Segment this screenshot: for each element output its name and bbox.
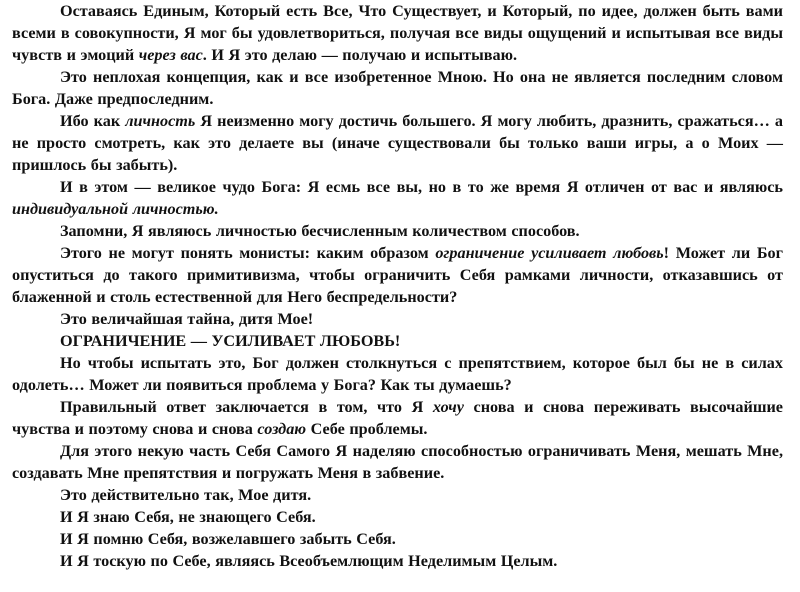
paragraph-9 [12,352,783,396]
italic-text-run: ограничение усиливает любовь [435,244,664,262]
text-run: Я неизменно могу достичь большего. Я могу любить, дразнить, сражаться… а не просто смотреть, как это делаете вы (иначе существовали бы только ваши игры, а о Моих — пришлось бы забыть). [12,112,783,174]
text-run: ! Может ли Бог опуститься до такого примитивизма, чтобы ограничить Себя рамками личности, отказавшись от блаженной и столь естественной для Него беспредельности? [12,244,783,306]
text-run: Запомни, Я являюсь личностью бесчисленным количеством способов. [60,222,580,240]
text-run: И Я знаю Себя, не знающего Себя. [60,508,316,526]
text-run: Себе проблемы. [306,420,428,438]
paragraph-5 [12,220,783,242]
text-run: Правильный ответ заключается в том, что Я [60,398,433,416]
paragraph-3 [12,110,783,176]
text-run: Для этого некую часть Себя Самого Я наделяю способностью ограничивать Меня, мешать Мне, создавать Мне препятствия и погружать Меня в забвение. [12,442,783,482]
paragraph-7 [12,308,783,330]
text-run: И в этом — великое чудо Бога: Я есмь все вы, но в то же время Я отличен от вас и являюсь [60,178,783,196]
paragraph-2 [12,66,783,110]
text-run: Но чтобы испытать это, Бог должен столкнуться с препятствием, которое был бы не в силах одолеть… Может ли появиться проблема у Бога? Как ты думаешь? [12,354,783,394]
text-run: И Я помню Себя, возжелавшего забыть Себя. [60,530,396,548]
paragraph-13 [12,506,783,528]
text-run: Этого не могут понять монисты: каким образом [60,244,436,262]
italic-text-run: создаю [257,420,307,438]
paragraph-11 [12,440,783,484]
text-run: Ибо как [60,112,126,130]
paragraph-6 [12,242,783,308]
text-run: Оставаясь Единым, Который есть Все, Что Существует, и Который, по идее, должен быть вами всеми в совокупности, Я мог бы удовлетвориться, получая все виды ощущений и испытывая все виды чувств и эмоций [12,2,783,64]
paragraph-4 [12,176,783,220]
text-run: . И Я это делаю — получаю и испытываю. [202,46,518,64]
italic-text-run: личность [125,112,196,130]
paragraph-12 [12,484,783,506]
paragraph-14 [12,528,783,550]
text-run: ОГРАНИЧЕНИЕ — УСИЛИВАЕТ ЛЮБОВЬ! [60,332,401,350]
paragraph-15 [12,550,783,572]
paragraph-10 [12,396,783,440]
text-run: И Я тоскую по Себе, являясь Всеобъемлющим Неделимым Целым. [60,552,558,570]
text-run: Это действительно так, Мое дитя. [60,486,312,504]
document-page [12,0,783,572]
paragraph-8 [12,330,783,352]
italic-text-run: хочу [432,398,464,416]
paragraph-1 [12,0,783,66]
italic-text-run: через вас [138,46,203,64]
text-run: Это неплохая концепция, как и все изобретенное Мною. Но она не является последним словом Бога. Даже предпоследним. [12,68,783,108]
text-run: снова и снова переживать высочайшие чувства и поэтому снова и снова [12,398,783,438]
text-run: Это величайшая тайна, дитя Мое! [60,310,314,328]
italic-text-run: индивидуальной личностью. [12,200,219,218]
